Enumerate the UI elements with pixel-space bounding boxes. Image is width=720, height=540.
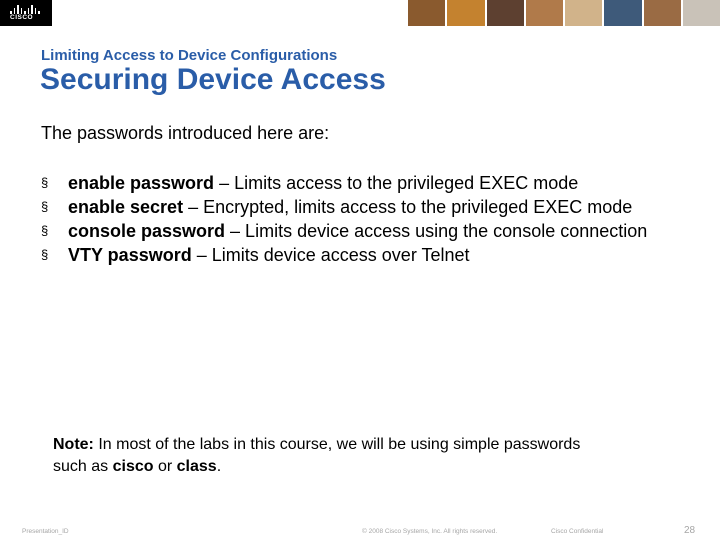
banner-photo [408,0,445,26]
note-label: Note: [53,436,94,453]
page-number: 28 [684,525,696,536]
top-banner [0,0,720,26]
photo-strip [408,0,720,26]
bullet-icon: § [41,223,49,238]
bullet-term: VTY password [68,245,192,265]
note-text: . [216,458,222,475]
list-item [41,219,661,243]
bullet-term: console password [68,221,226,241]
intro-text: The passwords introduced here are: [41,123,330,143]
slide-subtitle: Limiting Access to Device Configurations [41,47,338,64]
note-example-cisco: cisco [112,458,154,475]
bullet-text: – Limits device access over Telnet [191,245,470,265]
banner-photo [487,0,524,26]
list-item [41,243,661,267]
footer-copyright: © 2008 Cisco Systems, Inc. All rights reserved. [362,528,498,535]
note-example-class: class [176,458,217,475]
list-item [41,171,661,195]
note-text: or [153,458,177,475]
bullet-term: enable password [68,173,215,193]
cisco-logo-text: CISCO [10,14,34,21]
cisco-logo [0,0,52,26]
bullet-text: – Limits device access using the console connection [225,221,648,241]
banner-photo [526,0,563,26]
bullet-icon: § [41,199,49,214]
banner-photo [644,0,681,26]
footer-confidential: Cisco Confidential [551,528,604,535]
banner-photo [683,0,720,26]
slide-title: Securing Device Access [40,63,386,96]
banner-photo [604,0,641,26]
bullet-icon: § [41,175,49,190]
footer-presentation-id: Presentation_ID [22,528,69,535]
note-box [53,434,613,478]
note-text: In most of the labs in this course, we will be using simple passwords such as [53,436,581,475]
bullet-term: enable secret [68,197,184,217]
list-item [41,195,661,219]
banner-photo [565,0,602,26]
banner-photo [447,0,484,26]
bullet-list [41,171,661,267]
bullet-icon: § [41,247,49,262]
cisco-bridge-icon [10,5,40,14]
bullet-text: – Limits access to the privileged EXEC mode [214,173,579,193]
bullet-text: – Encrypted, limits access to the privileged EXEC mode [183,197,633,217]
